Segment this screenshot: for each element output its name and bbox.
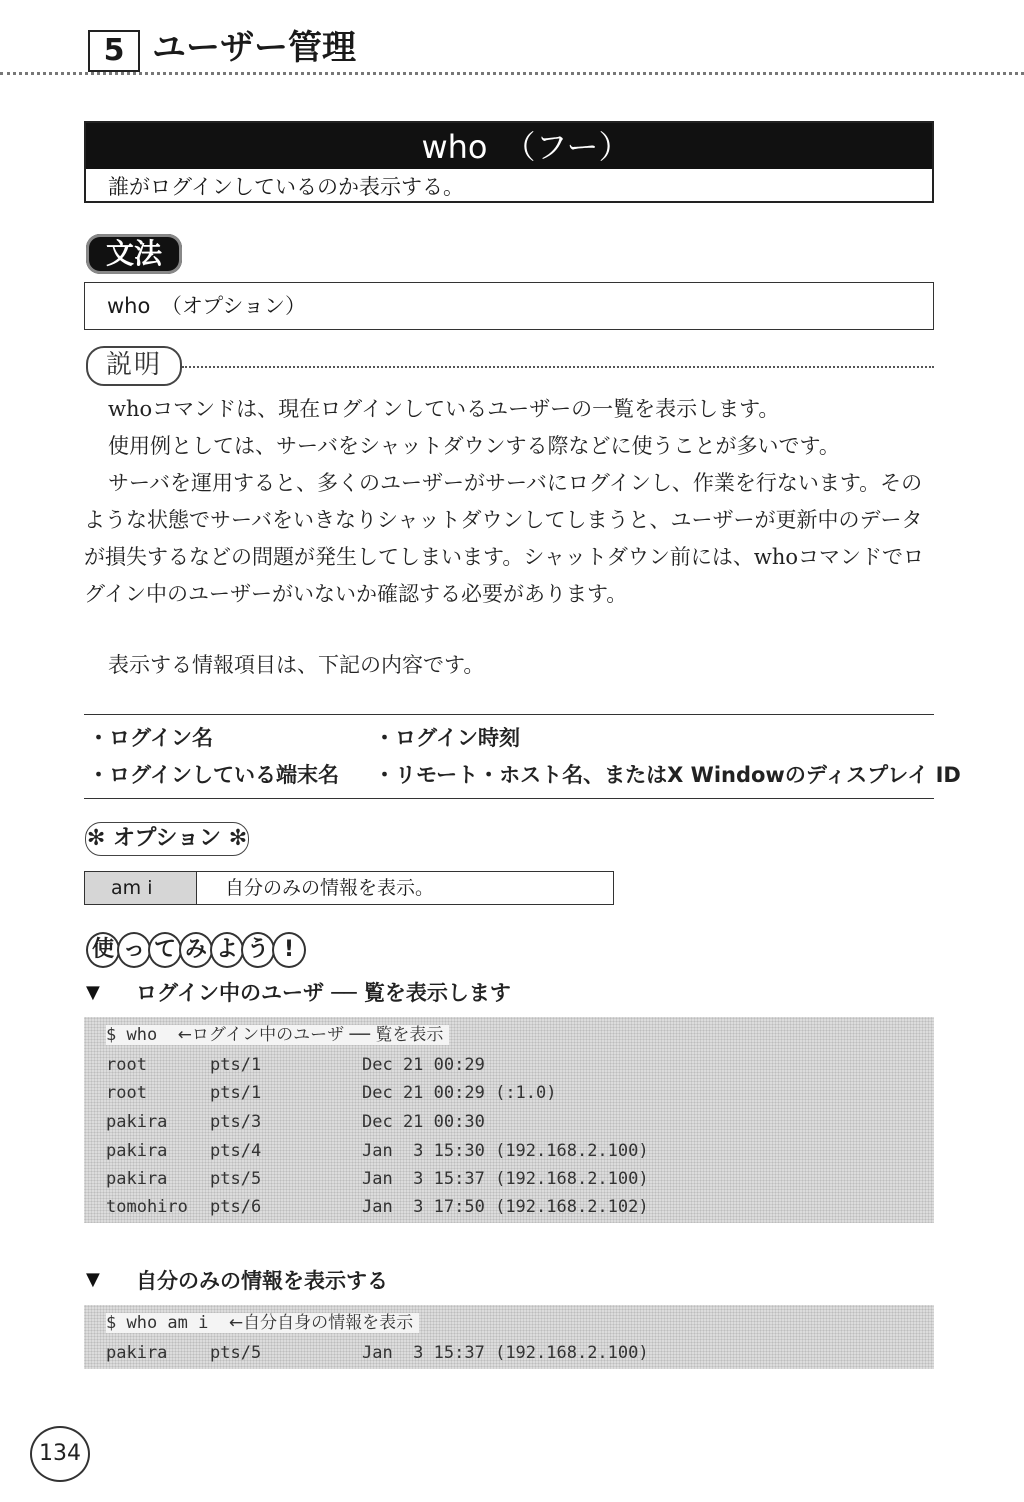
explanation-paragraph: 使用例としては、サーバをシャットダウンする際などに使うことが多いです。	[108, 434, 840, 458]
user-cell: pakira	[106, 1141, 168, 1161]
host-cell: (:1.0)	[495, 1083, 557, 1103]
time-host-cell	[362, 1137, 649, 1165]
info-table-top-rule	[84, 714, 934, 715]
tty-cell: pts/1	[210, 1055, 262, 1075]
try-it-char: 使	[86, 932, 120, 968]
tty-cell: pts/5	[210, 1169, 262, 1189]
terminal-row	[106, 1137, 806, 1165]
host-cell: (192.168.2.100)	[495, 1169, 649, 1189]
time-cell: Jan 3 15:37	[362, 1169, 485, 1189]
user-cell: pakira	[106, 1343, 168, 1363]
host-cell: (192.168.2.102)	[495, 1197, 649, 1217]
explanation-divider	[182, 366, 934, 368]
try-it-char: て	[148, 932, 182, 968]
tty-cell: pts/3	[210, 1112, 262, 1132]
chapter-number: 5	[88, 30, 140, 72]
host-cell: (192.168.2.100)	[495, 1343, 649, 1363]
options-label	[85, 822, 249, 856]
try-it-char: み	[179, 932, 213, 968]
page-number: 134	[30, 1426, 90, 1482]
info-item: ・リモート・ホスト名、またはX Windowのディスプレイ ID	[374, 763, 961, 787]
user-cell: root	[106, 1083, 147, 1103]
explanation-paragraph: サーバを運用すると、多くのユーザーがサーバにログインし、作業を行ないます。そのような状態でサーバをいきなりシャットダウンしてしまうと、ユーザーが更新中のデータが損失するなどの問題が発生してしまいます。シャットダウン前には、whoコマンドでログイン中のユーザーがいないか確認する必要があります。	[84, 471, 925, 606]
option-flag: am i	[85, 872, 197, 904]
terminal-row	[106, 1193, 806, 1221]
info-table-bottom-rule	[84, 798, 934, 799]
option-description: 自分のみの情報を表示。	[225, 877, 435, 899]
terminal-row	[106, 1051, 806, 1079]
options-label-bullet-icon: ✻	[86, 826, 106, 851]
command-text: $ who	[106, 1025, 158, 1045]
terminal-row	[106, 1165, 806, 1193]
try-it-char: っ	[117, 932, 151, 968]
triangle-bullet-icon: ▼	[86, 982, 100, 1003]
example-heading: ログイン中のユーザ ── 覧を表示します	[136, 981, 511, 1005]
time-cell: Jan 3 15:30	[362, 1141, 485, 1161]
time-cell: Dec 21 00:29	[362, 1083, 485, 1103]
try-it-char: !	[272, 932, 306, 968]
terminal-command-line	[106, 1021, 449, 1049]
terminal-command	[106, 1025, 449, 1045]
host-cell: (192.168.2.100)	[495, 1141, 649, 1161]
chapter-divider	[0, 72, 1024, 75]
explanation-label: 説明	[86, 346, 182, 386]
command-title-box	[84, 121, 934, 203]
terminal-row	[106, 1108, 806, 1136]
info-item: ・ログインしている端末名	[88, 763, 339, 787]
command-note: ←自分自身の情報を表示	[228, 1313, 414, 1333]
time-host-cell	[362, 1193, 649, 1221]
example-heading: 自分のみの情報を表示する	[136, 1269, 388, 1293]
user-cell: pakira	[106, 1112, 168, 1132]
triangle-bullet-icon: ▼	[86, 1269, 100, 1290]
time-host-cell	[362, 1165, 649, 1193]
option-row	[84, 871, 614, 905]
command-note: ←ログイン中のユーザ ── 覧を表示	[177, 1025, 444, 1045]
options-label-text: オプション	[112, 826, 222, 851]
explanation-paragraph: 表示する情報項目は、下記の内容です。	[108, 653, 485, 677]
tty-cell: pts/4	[210, 1141, 262, 1161]
time-cell: Dec 21 00:29	[362, 1055, 485, 1075]
terminal-output	[84, 1017, 934, 1223]
command-title: who （フー）	[86, 123, 932, 169]
syntax-box: who （オプション）	[84, 282, 934, 330]
terminal-row	[106, 1079, 806, 1107]
chapter-title: ユーザー管理	[152, 28, 356, 68]
info-item: ・ログイン時刻	[374, 726, 520, 750]
grammar-label: 文法	[86, 234, 182, 274]
explanation-paragraph: whoコマンドは、現在ログインしているユーザーの一覧を表示します。	[108, 397, 780, 421]
user-cell: root	[106, 1055, 147, 1075]
terminal-row	[106, 1339, 806, 1367]
time-cell: Dec 21 00:30	[362, 1112, 485, 1132]
try-it-char: よ	[210, 932, 244, 968]
user-cell: tomohiro	[106, 1197, 188, 1217]
terminal-output	[84, 1305, 934, 1369]
command-text: $ who am i	[106, 1313, 209, 1333]
tty-cell: pts/5	[210, 1343, 262, 1363]
info-item: ・ログイン名	[88, 726, 213, 750]
terminal-command-line	[106, 1309, 419, 1337]
tty-cell: pts/1	[210, 1083, 262, 1103]
time-cell: Jan 3 15:37	[362, 1343, 485, 1363]
try-it-char: う	[241, 932, 275, 968]
time-host-cell	[362, 1079, 557, 1107]
time-host-cell	[362, 1339, 649, 1367]
time-cell: Jan 3 17:50	[362, 1197, 485, 1217]
terminal-command	[106, 1313, 419, 1333]
try-it-label	[86, 930, 303, 966]
command-description: 誰がログインしているのか表示する。	[108, 175, 464, 199]
tty-cell: pts/6	[210, 1197, 262, 1217]
user-cell: pakira	[106, 1169, 168, 1189]
options-label-bullet-icon: ✻	[228, 826, 248, 851]
